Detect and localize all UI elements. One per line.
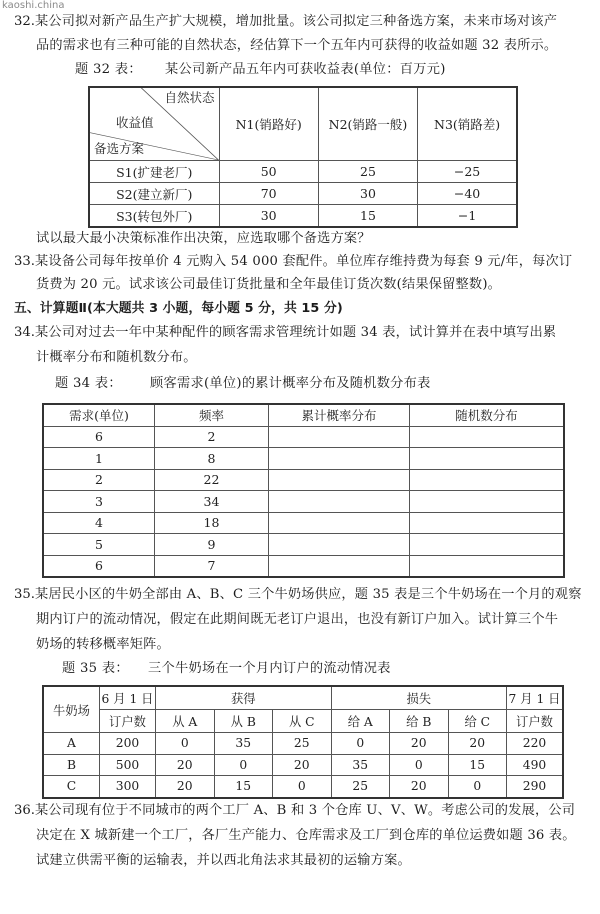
cell: 20 xyxy=(273,754,332,776)
q36-line-1: 36.某公司现有位于不同城市的两个工厂 A、B 和 3 个仓库 U、V、W。考虑公司的发展，公司 xyxy=(14,803,576,818)
cell: 35 xyxy=(331,754,390,776)
cell: 220 xyxy=(507,733,564,755)
q35-col-loss: 损失 xyxy=(331,686,507,710)
q34-col-random: 随机数分布 xyxy=(410,404,565,426)
q35-col-farm: 牛奶场 xyxy=(43,686,100,733)
cell: 3 xyxy=(43,491,155,513)
q35-col-to-a: 给 A xyxy=(331,710,390,733)
watermark: kaoshi.china xyxy=(2,0,65,11)
q34-demand-table xyxy=(42,403,565,578)
q32-payoff-table xyxy=(88,86,518,228)
q32-corner-value: 收益值 xyxy=(116,115,154,130)
q35-col-start-count: 订户数 xyxy=(100,710,156,733)
q32-diagonal-header xyxy=(89,87,219,161)
cell: −1 xyxy=(418,205,517,228)
q32-line-1: 32.某公司拟对新产品生产扩大规模，增加批量。该公司拟定三种备选方案，未来市场对该产 xyxy=(14,14,558,29)
q35-col-gain: 获得 xyxy=(156,686,332,710)
blank-cell[interactable] xyxy=(410,512,565,534)
q35-col-from-b: 从 B xyxy=(214,710,273,733)
section-5-title: 五、计算题Ⅱ(本大题共 3 小题，每小题 5 分，共 15 分) xyxy=(14,301,343,316)
q32-col-n1: N1(销路好) xyxy=(219,87,318,161)
q32-number: 32. xyxy=(14,14,35,29)
cell: 30 xyxy=(318,183,417,205)
q33-number: 33. xyxy=(14,254,35,269)
blank-cell[interactable] xyxy=(269,512,410,534)
cell: 25 xyxy=(273,733,332,755)
cell: 0 xyxy=(390,754,449,776)
row-label: S1(扩建老厂) xyxy=(89,161,219,183)
cell: 50 xyxy=(219,161,318,183)
q36-line-3: 试建立供需平衡的运输表，并以西北角法求其最初的运输方案。 xyxy=(36,853,411,868)
cell: 15 xyxy=(448,754,507,776)
q32-table-title: 某公司新产品五年内可获收益表(单位：百万元) xyxy=(165,62,446,77)
table-row xyxy=(43,426,564,448)
cell: 200 xyxy=(100,733,156,755)
q32-table-caption xyxy=(75,59,446,81)
blank-cell[interactable] xyxy=(410,426,565,448)
q35-table-title: 三个牛奶场在一个月内订户的流动情况表 xyxy=(148,661,391,676)
cell: 5 xyxy=(43,534,155,556)
cell: 1 xyxy=(43,448,155,470)
q36-line-2: 决定在 X 城新建一个工厂，各厂生产能力、仓库需求及工厂到仓库的单位运费如题 36 表。 xyxy=(36,828,576,843)
q36-number: 36. xyxy=(14,803,35,818)
cell: 15 xyxy=(214,776,273,798)
farm-label: A xyxy=(43,733,100,755)
q34-table-title: 顾客需求(单位)的累计概率分布及随机数分布表 xyxy=(150,376,431,391)
blank-cell[interactable] xyxy=(410,555,565,577)
q34-header-row xyxy=(43,404,564,426)
cell: 20 xyxy=(390,776,449,798)
cell: 35 xyxy=(214,733,273,755)
q32-table-label: 题 32 表： xyxy=(75,62,142,77)
q34-table-caption xyxy=(55,373,431,395)
q32-line-2: 品的需求也有三种可能的自然状态，经估算下一个五年内可获得的收益如题 32 表所示。 xyxy=(36,38,558,53)
cell: 6 xyxy=(43,426,155,448)
cell: 22 xyxy=(155,469,269,491)
blank-cell[interactable] xyxy=(269,469,410,491)
cell: 15 xyxy=(318,205,417,228)
cell: 0 xyxy=(156,733,215,755)
blank-cell[interactable] xyxy=(410,469,565,491)
blank-cell[interactable] xyxy=(269,448,410,470)
blank-cell[interactable] xyxy=(410,534,565,556)
q33-line-1: 33.某设备公司每年按单价 4 元购入 54 000 套配件。单位库存维持费为每套 9 元/年，每次订 xyxy=(14,254,573,269)
table-row xyxy=(89,205,517,228)
table-row xyxy=(89,161,517,183)
cell: 7 xyxy=(155,555,269,577)
cell: 6 xyxy=(43,555,155,577)
cell: 0 xyxy=(214,754,273,776)
table-row xyxy=(43,754,563,776)
q35-col-end-count: 订户数 xyxy=(507,710,564,733)
q35-header-row-1 xyxy=(43,686,563,710)
q35-col-to-b: 给 B xyxy=(390,710,449,733)
table-row xyxy=(43,555,564,577)
table-row xyxy=(43,448,564,470)
cell: 500 xyxy=(100,754,156,776)
table-row xyxy=(43,512,564,534)
q32-col-n3: N3(销路差) xyxy=(418,87,517,161)
blank-cell[interactable] xyxy=(269,534,410,556)
cell: 25 xyxy=(318,161,417,183)
table-row xyxy=(43,534,564,556)
q35-col-from-c: 从 C xyxy=(273,710,332,733)
table-row xyxy=(43,776,563,798)
q35-line-2: 期内订户的流动情况，假定在此期间既无老订户退出，也没有新订户加入。试计算三个牛 xyxy=(36,612,559,627)
q34-col-frequency: 频率 xyxy=(155,404,269,426)
cell: 20 xyxy=(448,733,507,755)
blank-cell[interactable] xyxy=(410,448,565,470)
q34-line-1: 34.某公司对过去一年中某种配件的顾客需求管理统计如题 34 表，试计算并在表中填写出累 xyxy=(14,325,557,340)
cell: 300 xyxy=(100,776,156,798)
table-row xyxy=(43,469,564,491)
q32-header-row xyxy=(89,87,517,161)
table-row xyxy=(89,183,517,205)
cell: 25 xyxy=(331,776,390,798)
q32-corner-option: 备选方案 xyxy=(94,141,145,156)
table-row xyxy=(43,733,563,755)
blank-cell[interactable] xyxy=(269,555,410,577)
cell: 0 xyxy=(331,733,390,755)
blank-cell[interactable] xyxy=(410,491,565,513)
table-row xyxy=(43,491,564,513)
q35-header-row-2 xyxy=(43,710,563,733)
cell: −40 xyxy=(418,183,517,205)
q34-line-2: 计概率分布和随机数分布。 xyxy=(36,350,197,365)
farm-label: B xyxy=(43,754,100,776)
q35-line-3: 奶场的转移概率矩阵。 xyxy=(36,637,170,652)
cell: 8 xyxy=(155,448,269,470)
cell: 0 xyxy=(448,776,507,798)
cell: 20 xyxy=(156,776,215,798)
cell: 18 xyxy=(155,512,269,534)
q34-col-demand: 需求(单位) xyxy=(43,404,155,426)
row-label: S2(建立新厂) xyxy=(89,183,219,205)
q35-col-start-date: 6 月 1 日 xyxy=(100,686,156,710)
cell: 20 xyxy=(390,733,449,755)
cell: 2 xyxy=(155,426,269,448)
row-label: S3(转包外厂) xyxy=(89,205,219,228)
q35-line-1: 35.某居民小区的牛奶全部由 A、B、C 三个牛奶场供应，题 35 表是三个牛奶场在一个月的观察 xyxy=(14,587,582,602)
q35-col-from-a: 从 A xyxy=(156,710,215,733)
cell: 9 xyxy=(155,534,269,556)
q35-number: 35. xyxy=(14,587,35,602)
cell: 0 xyxy=(273,776,332,798)
q35-col-end-date: 7 月 1 日 xyxy=(507,686,564,710)
cell: 490 xyxy=(507,754,564,776)
q35-table-label: 题 35 表： xyxy=(62,661,129,676)
q34-col-cumulative: 累计概率分布 xyxy=(269,404,410,426)
cell: 20 xyxy=(156,754,215,776)
q32-question: 试以最大最小决策标准作出决策，应选取哪个备选方案？ xyxy=(36,231,371,246)
cell: −25 xyxy=(418,161,517,183)
blank-cell[interactable] xyxy=(269,426,410,448)
q35-flow-table xyxy=(42,685,564,799)
q35-col-to-c: 给 C xyxy=(448,710,507,733)
farm-label: C xyxy=(43,776,100,798)
cell: 30 xyxy=(219,205,318,228)
cell: 2 xyxy=(43,469,155,491)
q33-line-2: 货费为 20 元。试求该公司最佳订货批量和全年最佳订货次数(结果保留整数)。 xyxy=(36,277,502,292)
cell: 70 xyxy=(219,183,318,205)
q32-col-n2: N2(销路一般) xyxy=(318,87,417,161)
q34-table-label: 题 34 表： xyxy=(55,376,122,391)
cell: 4 xyxy=(43,512,155,534)
cell: 34 xyxy=(155,491,269,513)
q32-corner-state: 自然状态 xyxy=(164,90,215,105)
cell: 290 xyxy=(507,776,564,798)
q35-table-caption xyxy=(62,658,391,680)
blank-cell[interactable] xyxy=(269,491,410,513)
q34-number: 34. xyxy=(14,325,35,340)
